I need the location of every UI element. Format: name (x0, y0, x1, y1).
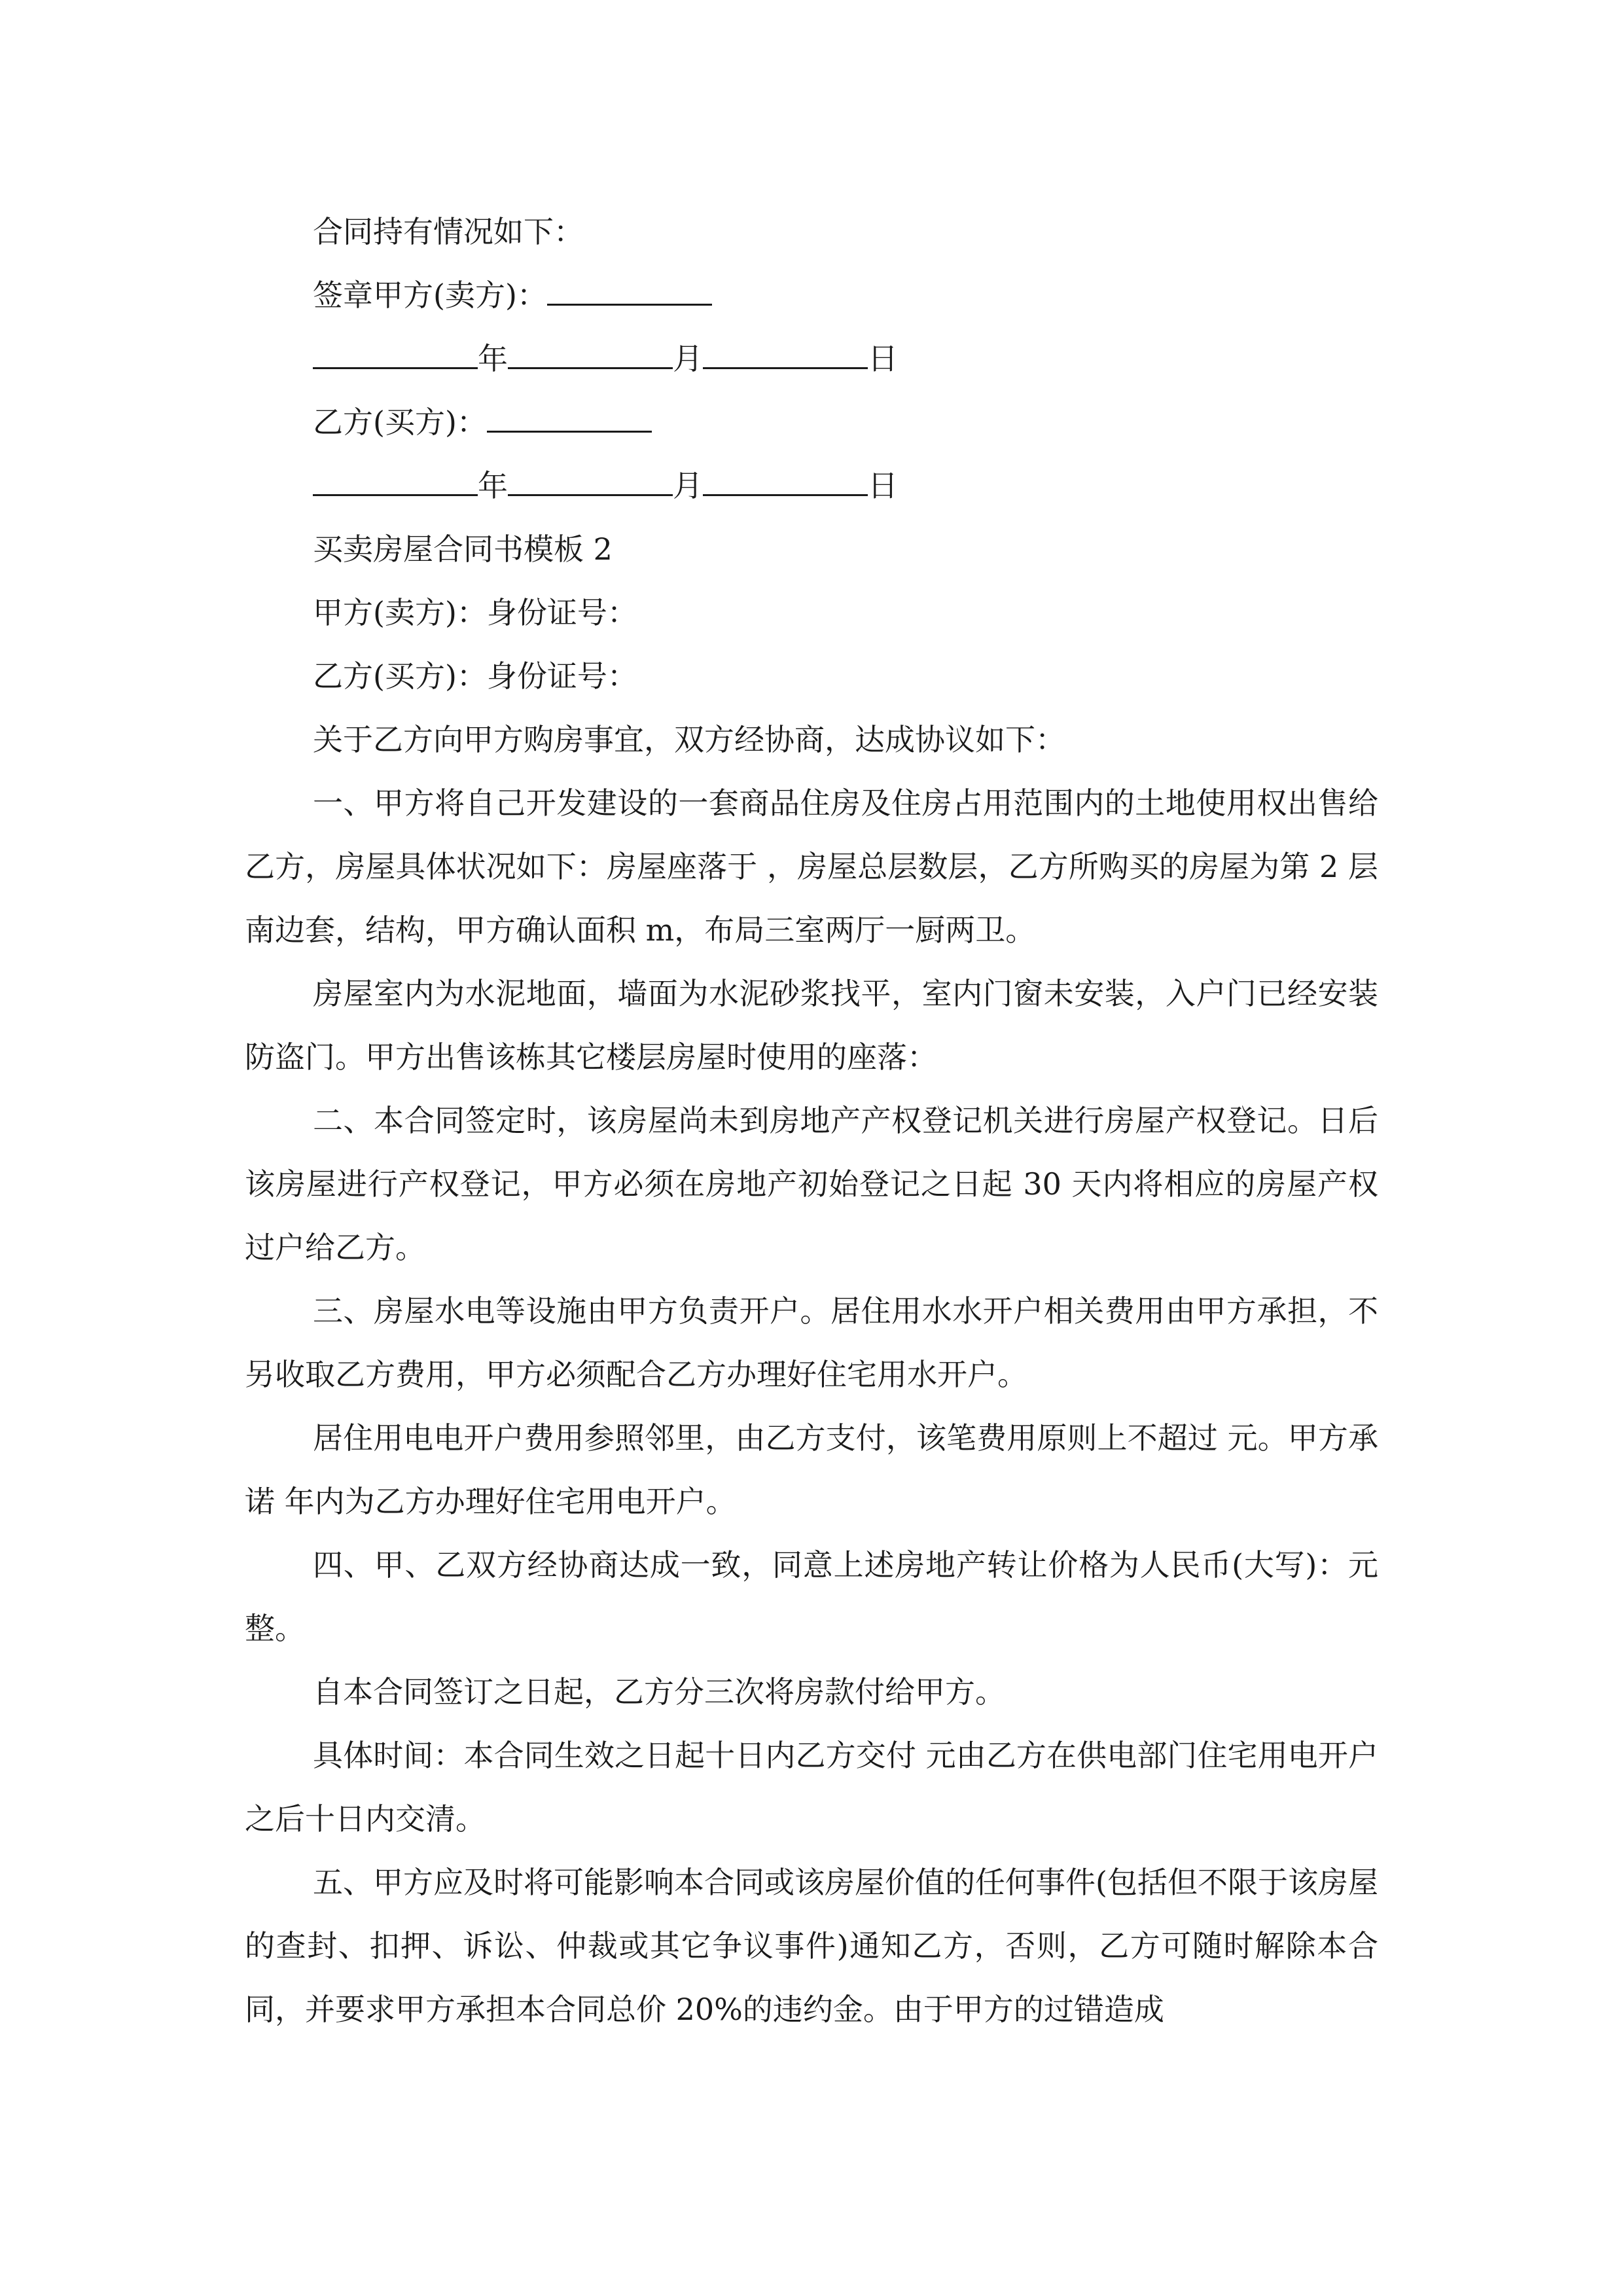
seller-year-blank (313, 328, 478, 369)
seller-signature-line (245, 264, 1378, 327)
party-b-line: 乙方(买方)：身份证号： (313, 658, 637, 694)
payment-schedule-paragraph: 具体时间：本合同生效之日起十日内乙方交付 元由乙方在供电部门住宅用电开户之后十日内交清。 (245, 1738, 1378, 1837)
buyer-day-label: 日 (868, 468, 898, 503)
buyer-sign-blank (487, 391, 652, 433)
buyer-day-blank (703, 455, 868, 496)
buyer-date-line (245, 454, 1378, 518)
buyer-sign-label: 乙方(买方)： (313, 404, 487, 440)
seller-year-label: 年 (478, 341, 508, 376)
seller-month-blank (508, 328, 673, 369)
clause-1-paragraph: 一、甲方将自己开发建设的一套商品住房及住房占用范围内的土地使用权出售给乙方，房屋具体状况如下：房屋座落于 ，房屋总层数层，乙方所购买的房屋为第 2 层南边套，结构，甲方确认面积 m，布局三室两厅一厨两卫。 (245, 785, 1378, 948)
buyer-signature-line (245, 391, 1378, 454)
seller-month-label: 月 (673, 341, 703, 376)
electricity-paragraph: 居住用电电开户费用参照邻里，由乙方支付，该笔费用原则上不超过 元。甲方承诺 年内为乙方办理好住宅用电开户。 (245, 1420, 1378, 1519)
holding-intro: 合同持有情况如下： (313, 214, 584, 249)
seller-day-label: 日 (868, 341, 898, 376)
seller-day-blank (703, 328, 868, 369)
clause-2-paragraph: 二、本合同签定时，该房屋尚未到房地产产权登记机关进行房屋产权登记。日后该房屋进行产权登记，甲方必须在房地产初始登记之日起 30 天内将相应的房屋产权过户给乙方。 (245, 1103, 1378, 1265)
room-condition-paragraph: 房屋室内为水泥地面，墙面为水泥砂浆找平，室内门窗未安装，入户门已经安装防盗门。甲方出售该栋其它楼层房屋时使用的座落： (245, 976, 1378, 1075)
document-body (245, 200, 1378, 2041)
clause-3-paragraph: 三、房屋水电等设施由甲方负责开户。居住用水水开户相关费用由甲方承担，不另收取乙方费用，甲方必须配合乙方办理好住宅用水开户。 (245, 1293, 1378, 1392)
template-title: 买卖房屋合同书模板 2 (313, 531, 613, 567)
preamble: 关于乙方向甲方购房事宜，双方经协商，达成协议如下： (313, 722, 1065, 757)
seller-sign-label: 签章甲方(卖方)： (313, 278, 547, 313)
seller-date-line (245, 327, 1378, 391)
buyer-month-blank (508, 455, 673, 496)
clause-4-paragraph: 四、甲、乙双方经协商达成一致，同意上述房地产转让价格为人民币(大写)：元整。 (245, 1547, 1378, 1646)
buyer-year-label: 年 (478, 468, 508, 503)
clause-5-paragraph: 五、甲方应及时将可能影响本合同或该房屋价值的任何事件(包括但不限于该房屋的查封、扣押、诉讼、仲裁或其它争议事件)通知乙方，否则，乙方可随时解除本合同，并要求甲方承担本合同总价 20%的违约金。由于甲方的过错造成 (245, 1865, 1378, 2027)
buyer-year-blank (313, 455, 478, 496)
buyer-month-label: 月 (673, 468, 703, 503)
party-a-line: 甲方(卖方)：身份证号： (313, 595, 637, 630)
seller-sign-blank (547, 264, 712, 306)
payment-intro-paragraph: 自本合同签订之日起，乙方分三次将房款付给甲方。 (313, 1674, 1005, 1710)
